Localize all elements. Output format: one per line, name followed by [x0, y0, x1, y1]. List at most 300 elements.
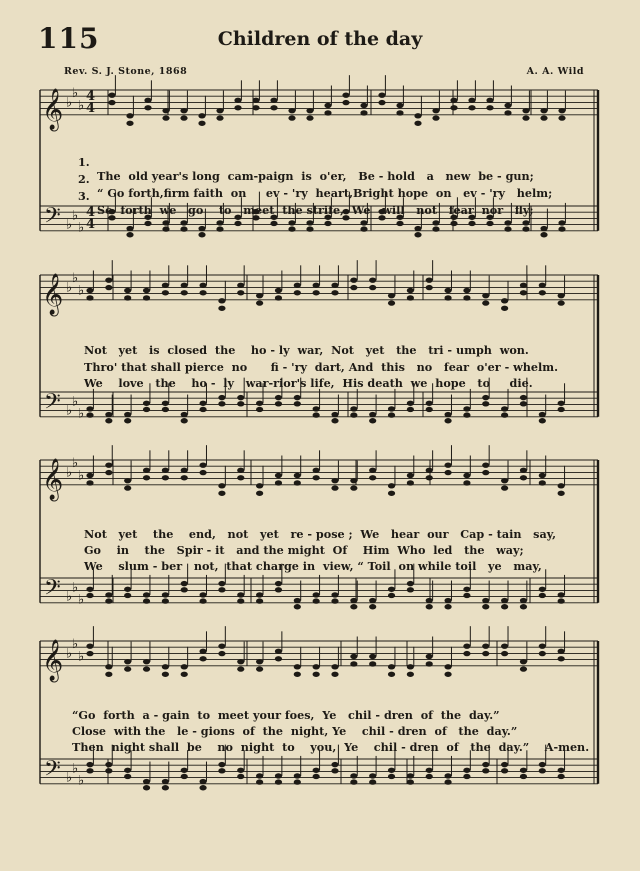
notehead — [313, 412, 320, 417]
notehead — [350, 598, 357, 603]
notehead — [198, 232, 205, 237]
notehead — [432, 115, 439, 120]
notehead — [218, 491, 225, 496]
lyric-line — [0, 545, 640, 573]
notehead — [426, 407, 433, 412]
notehead — [198, 121, 205, 126]
notehead — [444, 295, 451, 300]
notehead — [218, 643, 225, 648]
flat-icon: ♭ — [72, 637, 79, 653]
notehead — [105, 762, 112, 767]
notehead — [414, 232, 421, 237]
notehead — [369, 779, 376, 784]
notehead — [331, 412, 338, 417]
notehead — [520, 774, 527, 779]
notehead — [426, 285, 433, 290]
notehead — [539, 480, 546, 485]
notehead — [313, 468, 320, 473]
notehead — [313, 672, 320, 677]
notehead — [313, 406, 320, 411]
notehead — [124, 478, 131, 483]
notehead — [324, 103, 331, 108]
notehead — [501, 651, 508, 656]
notehead — [237, 290, 244, 295]
notehead — [294, 604, 301, 609]
notehead — [444, 598, 451, 603]
notehead — [504, 220, 511, 225]
notehead — [522, 115, 529, 120]
notehead — [313, 290, 320, 295]
flat-icon: ♭ — [66, 646, 73, 662]
notehead — [350, 485, 357, 490]
notehead — [482, 401, 489, 406]
notehead — [388, 300, 395, 305]
notehead — [180, 220, 187, 225]
notehead — [124, 485, 131, 490]
notehead — [350, 773, 357, 778]
notehead — [143, 468, 150, 473]
notehead — [143, 288, 150, 293]
notehead — [162, 672, 169, 677]
notehead — [444, 664, 451, 669]
notehead — [256, 300, 263, 305]
notehead — [180, 108, 187, 113]
notehead — [331, 672, 338, 677]
flat-icon: ♭ — [72, 271, 79, 287]
notehead — [162, 468, 169, 473]
notehead — [369, 468, 376, 473]
notehead — [501, 485, 508, 490]
notehead — [275, 581, 282, 586]
notehead — [181, 418, 188, 423]
notehead — [162, 220, 169, 225]
notehead — [294, 664, 301, 669]
notehead — [86, 651, 93, 656]
notehead — [162, 290, 169, 295]
notehead — [463, 643, 470, 648]
notehead — [450, 98, 457, 103]
notehead — [105, 277, 112, 282]
time-signature: 4 — [86, 89, 96, 104]
notehead — [558, 226, 565, 231]
notehead — [108, 100, 115, 105]
notehead — [331, 592, 338, 597]
notehead — [181, 587, 188, 592]
notehead — [294, 598, 301, 603]
notehead — [218, 395, 225, 400]
notehead — [199, 470, 206, 475]
notehead — [324, 221, 331, 226]
notehead — [86, 295, 93, 300]
notehead — [162, 475, 169, 480]
notehead — [369, 654, 376, 659]
author-credit: Rev. S. J. Stone, 1868 — [64, 66, 188, 77]
notehead — [105, 768, 112, 773]
notehead — [482, 395, 489, 400]
notehead — [468, 98, 475, 103]
notehead — [275, 395, 282, 400]
notehead — [520, 604, 527, 609]
notehead — [482, 293, 489, 298]
notehead — [432, 108, 439, 113]
notehead — [143, 592, 150, 597]
verse-number: 2. — [78, 172, 90, 186]
notehead — [331, 762, 338, 767]
notehead — [288, 220, 295, 225]
notehead — [331, 283, 338, 288]
notehead — [486, 105, 493, 110]
bass-clef-icon: 𝄢 — [44, 575, 61, 606]
notehead — [369, 285, 376, 290]
notehead — [313, 592, 320, 597]
notehead — [539, 593, 546, 598]
notehead — [426, 768, 433, 773]
notehead — [86, 643, 93, 648]
notehead — [520, 401, 527, 406]
notehead — [378, 92, 385, 97]
notehead — [256, 293, 263, 298]
notehead — [539, 587, 546, 592]
flat-icon: ♭ — [66, 465, 73, 481]
notehead — [407, 401, 414, 406]
notehead — [407, 779, 414, 784]
notehead — [270, 105, 277, 110]
notehead — [369, 412, 376, 417]
notehead — [350, 277, 357, 282]
notehead — [294, 779, 301, 784]
notehead — [558, 293, 565, 298]
notehead — [124, 774, 131, 779]
notehead — [558, 108, 565, 113]
notehead — [306, 108, 313, 113]
notehead — [294, 401, 301, 406]
flat-icon: ♭ — [72, 580, 79, 596]
notehead — [501, 604, 508, 609]
notehead — [162, 115, 169, 120]
notehead — [218, 651, 225, 656]
notehead — [86, 762, 93, 767]
notehead — [522, 220, 529, 225]
notehead — [237, 475, 244, 480]
notehead — [256, 659, 263, 664]
notehead — [360, 103, 367, 108]
notehead — [86, 587, 93, 592]
notehead — [124, 659, 131, 664]
notehead — [482, 604, 489, 609]
bass-clef-icon: 𝄢 — [44, 756, 61, 787]
notehead — [369, 475, 376, 480]
lyric-text: Close with the le - gions of the night, Ye chil - dren of the day.” — [72, 724, 518, 738]
notehead — [388, 664, 395, 669]
notehead — [463, 480, 470, 485]
notehead — [181, 283, 188, 288]
lyric-text: Not yet the end, not yet re - pose ; We hear our Cap - tain say, — [84, 527, 557, 541]
notehead — [350, 661, 357, 666]
notehead — [407, 480, 414, 485]
lyric-text: So forth we go to meet the strife, We will not fear nor fly; — [97, 203, 534, 217]
notehead — [331, 290, 338, 295]
verse-number: 3. — [78, 189, 90, 203]
notehead — [143, 407, 150, 412]
notehead — [444, 779, 451, 784]
notehead — [558, 483, 565, 488]
notehead — [414, 113, 421, 118]
notehead — [350, 406, 357, 411]
notehead — [288, 226, 295, 231]
hymn-number: 115 — [38, 22, 100, 55]
notehead — [388, 587, 395, 592]
notehead — [520, 283, 527, 288]
notehead — [162, 779, 169, 784]
notehead — [86, 412, 93, 417]
notehead — [501, 768, 508, 773]
notehead — [558, 649, 565, 654]
notehead — [275, 773, 282, 778]
notehead — [270, 98, 277, 103]
notehead — [124, 666, 131, 671]
notehead — [558, 220, 565, 225]
notehead — [331, 768, 338, 773]
notehead — [426, 654, 433, 659]
notehead — [294, 480, 301, 485]
flat-icon: ♭ — [78, 220, 85, 236]
notehead — [218, 587, 225, 592]
bass-clef-icon: 𝄢 — [44, 389, 61, 420]
notehead — [199, 779, 206, 784]
notehead — [143, 295, 150, 300]
notehead — [198, 226, 205, 231]
notehead — [105, 418, 112, 423]
notehead — [463, 774, 470, 779]
treble-clef-icon: 𝄞 — [42, 88, 64, 130]
notehead — [105, 470, 112, 475]
notehead — [143, 598, 150, 603]
lyric-line — [0, 726, 640, 754]
notehead — [234, 221, 241, 226]
notehead — [482, 762, 489, 767]
notehead — [369, 418, 376, 423]
notehead — [199, 407, 206, 412]
notehead — [522, 226, 529, 231]
flat-icon: ♭ — [78, 773, 85, 789]
notehead — [180, 115, 187, 120]
notehead — [181, 774, 188, 779]
notehead — [256, 407, 263, 412]
flat-icon: ♭ — [72, 86, 79, 102]
notehead — [520, 290, 527, 295]
notehead — [86, 473, 93, 478]
notehead — [275, 295, 282, 300]
flat-icon: ♭ — [78, 468, 85, 484]
notehead — [426, 604, 433, 609]
notehead — [162, 664, 169, 669]
notehead — [199, 401, 206, 406]
flat-icon: ♭ — [78, 98, 85, 114]
flat-icon: ♭ — [78, 649, 85, 665]
notehead — [124, 288, 131, 293]
notehead — [124, 587, 131, 592]
notehead — [558, 598, 565, 603]
notehead — [331, 418, 338, 423]
notehead — [181, 290, 188, 295]
notehead — [504, 103, 511, 108]
notehead — [350, 285, 357, 290]
notehead — [558, 491, 565, 496]
notehead — [520, 475, 527, 480]
notehead — [369, 773, 376, 778]
notehead — [388, 412, 395, 417]
notehead — [331, 478, 338, 483]
notehead — [520, 598, 527, 603]
notehead — [558, 592, 565, 597]
notehead — [407, 581, 414, 586]
notehead — [501, 298, 508, 303]
notehead — [275, 473, 282, 478]
notehead — [86, 288, 93, 293]
notehead — [313, 768, 320, 773]
notehead — [306, 115, 313, 120]
composer-credit: A. A. Wild — [526, 66, 584, 77]
notehead — [256, 773, 263, 778]
notehead — [482, 598, 489, 603]
notehead — [407, 407, 414, 412]
notehead — [482, 768, 489, 773]
time-signature: 4 — [86, 205, 96, 220]
notehead — [199, 592, 206, 597]
notehead — [162, 407, 169, 412]
notehead — [199, 598, 206, 603]
lyric-text: We slum - ber not, that charge in view, “ Toil on while toil ye may, — [84, 559, 542, 573]
flat-icon: ♭ — [66, 770, 73, 786]
notehead — [237, 592, 244, 597]
notehead — [162, 785, 169, 790]
notehead — [86, 406, 93, 411]
notehead — [350, 654, 357, 659]
hymn-title: Children of the day — [217, 28, 423, 50]
notehead — [558, 768, 565, 773]
notehead — [237, 768, 244, 773]
notehead — [237, 659, 244, 664]
notehead — [105, 664, 112, 669]
flat-icon: ♭ — [72, 456, 79, 472]
notehead — [124, 295, 131, 300]
notehead — [105, 592, 112, 597]
notehead — [275, 656, 282, 661]
flat-icon: ♭ — [72, 761, 79, 777]
notehead — [342, 92, 349, 97]
lyric-line — [0, 362, 640, 390]
notehead — [306, 220, 313, 225]
lyric-text: “Go forth a - gain to meet your foes, Ye chil - dren of the day.” — [72, 708, 500, 722]
notehead — [124, 412, 131, 417]
notehead — [237, 283, 244, 288]
notehead — [504, 110, 511, 115]
notehead — [482, 470, 489, 475]
notehead — [414, 121, 421, 126]
notehead — [539, 473, 546, 478]
notehead — [294, 290, 301, 295]
notehead — [444, 288, 451, 293]
notehead — [162, 401, 169, 406]
notehead — [162, 283, 169, 288]
notehead — [407, 295, 414, 300]
notehead — [407, 664, 414, 669]
flat-icon: ♭ — [66, 95, 73, 111]
notehead — [252, 105, 259, 110]
notehead — [450, 105, 457, 110]
verse-number: 1. — [78, 155, 90, 169]
notehead — [539, 762, 546, 767]
notehead — [369, 604, 376, 609]
flat-icon: ♭ — [78, 283, 85, 299]
lyric-text: Not yet is closed the ho - ly war, Not yet the tri - umph won. — [84, 343, 529, 357]
notehead — [294, 773, 301, 778]
notehead — [199, 283, 206, 288]
notehead — [444, 672, 451, 677]
notehead — [218, 768, 225, 773]
notehead — [520, 468, 527, 473]
lyric-text: The old year's long cam-paign is o'er, Be - hold a new be - gun; — [97, 169, 534, 183]
notehead — [558, 656, 565, 661]
notehead — [143, 659, 150, 664]
notehead — [86, 480, 93, 485]
notehead — [426, 598, 433, 603]
notehead — [369, 598, 376, 603]
notehead — [181, 664, 188, 669]
notehead — [342, 100, 349, 105]
notehead — [124, 768, 131, 773]
notehead — [407, 288, 414, 293]
notehead — [143, 401, 150, 406]
flat-icon: ♭ — [66, 589, 73, 605]
flat-icon: ♭ — [66, 217, 73, 233]
notehead — [539, 412, 546, 417]
notehead — [360, 110, 367, 115]
notehead — [313, 283, 320, 288]
notehead — [360, 220, 367, 225]
notehead — [218, 762, 225, 767]
notehead — [218, 401, 225, 406]
notehead — [539, 768, 546, 773]
notehead — [216, 220, 223, 225]
notehead — [463, 288, 470, 293]
bass-clef-icon: 𝄢 — [44, 203, 61, 234]
lyric-line — [0, 175, 640, 217]
notehead — [256, 483, 263, 488]
notehead — [520, 768, 527, 773]
notehead — [181, 581, 188, 586]
notehead — [468, 221, 475, 226]
notehead — [275, 779, 282, 784]
notehead — [501, 598, 508, 603]
notehead — [180, 226, 187, 231]
notehead — [275, 288, 282, 293]
notehead — [216, 108, 223, 113]
notehead — [181, 672, 188, 677]
notehead — [181, 768, 188, 773]
notehead — [539, 283, 546, 288]
notehead — [252, 98, 259, 103]
flat-icon: ♭ — [66, 280, 73, 296]
notehead — [216, 115, 223, 120]
notehead — [540, 226, 547, 231]
notehead — [444, 604, 451, 609]
notehead — [388, 293, 395, 298]
notehead — [482, 300, 489, 305]
notehead — [124, 593, 131, 598]
notehead — [540, 232, 547, 237]
notehead — [256, 779, 263, 784]
